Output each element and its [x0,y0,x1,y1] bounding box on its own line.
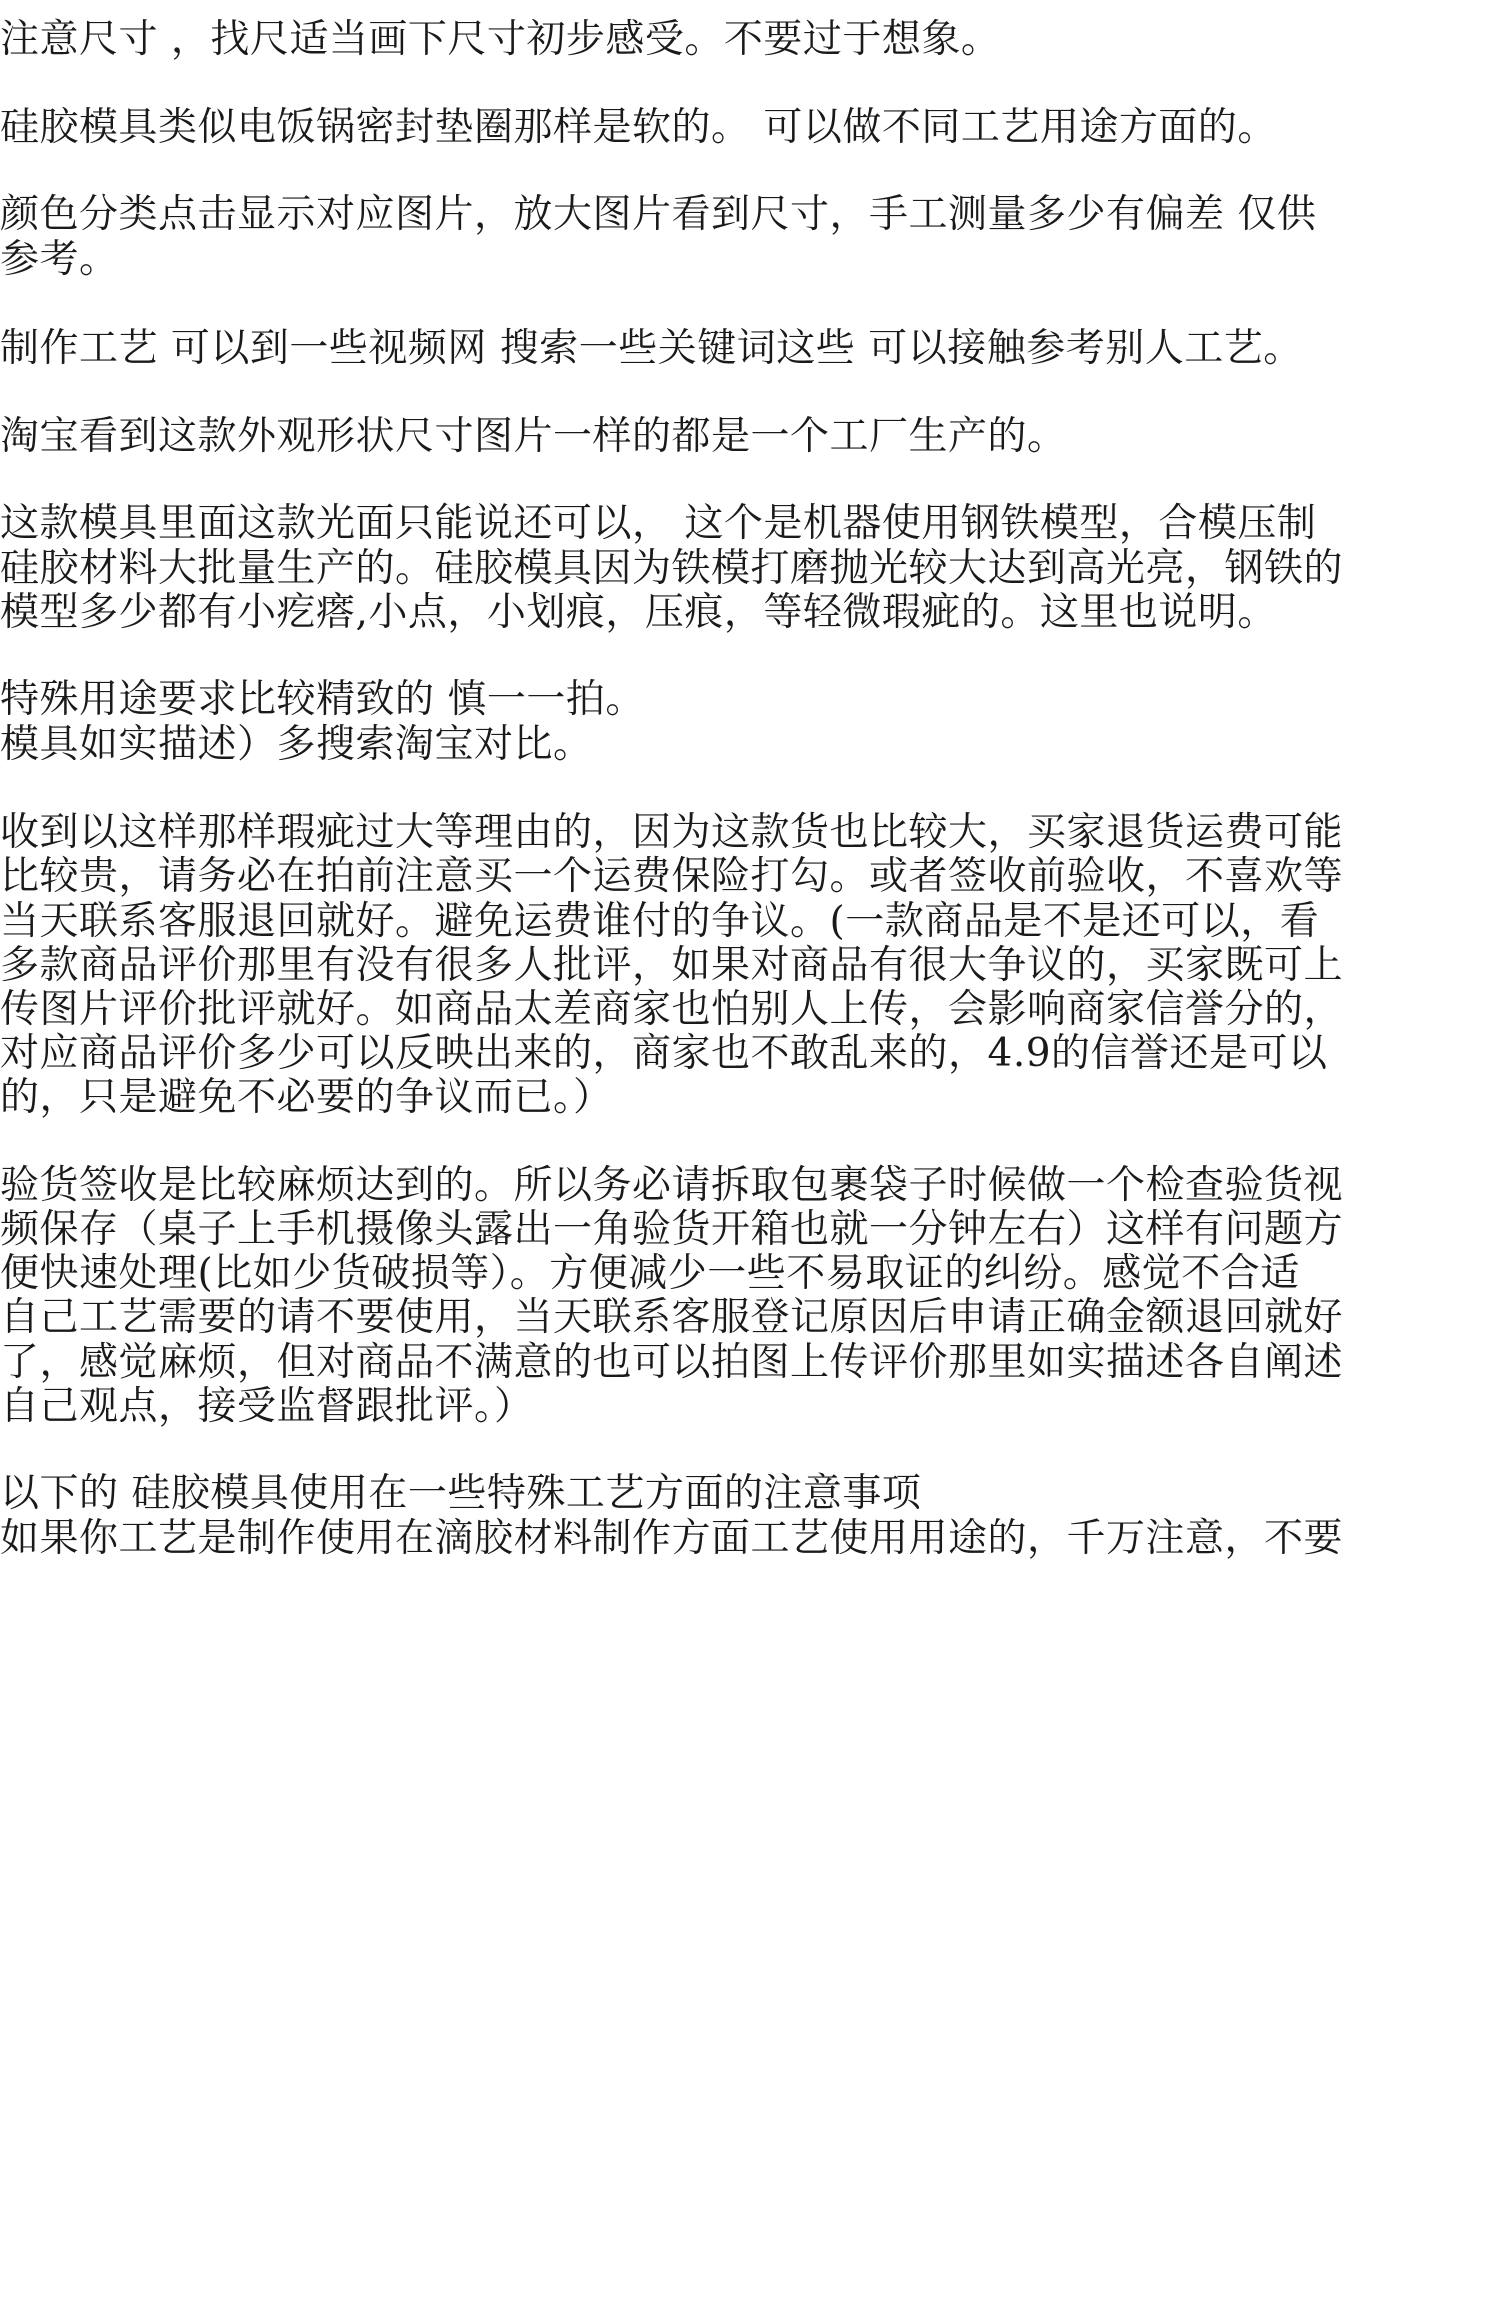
text-line: 自己工艺需要的请不要使用，当天联系客服登记原因后申请正确金额退回就好 [0,1295,1344,1340]
text-line: 模具如实描述）多搜索淘宝对比。 [0,722,593,767]
text-line: 多款商品评价那里有没有很多人批评，如果对商品有很大争议的，买家既可上 [0,943,1344,988]
text-line: 特殊用途要求比较精致的 慎一一拍。 [0,677,645,722]
text-line: 硅胶模具类似电饭锅密封垫圈那样是软的。 可以做不同工艺用途方面的。 [0,105,1277,150]
text-line: 自己观点，接受监督跟批评。） [0,1384,534,1429]
text-line: 模型多少都有小疙瘩,小点，小划痕，压痕，等轻微瑕疵的。这里也说明。 [0,590,1277,635]
text-line: 收到以这样那样瑕疵过大等理由的，因为这款货也比较大，买家退货运费可能 [0,810,1344,855]
text-line: 比较贵，请务必在拍前注意买一个运费保险打勾。或者签收前验收，不喜欢等 [0,854,1344,899]
text-line: 以下的 硅胶模具使用在一些特殊工艺方面的注意事项 [0,1471,922,1516]
text-line: 频保存（桌子上手机摄像头露出一角验货开箱也就一分钟左右）这样有问题方 [0,1207,1344,1252]
text-line: 参考。 [0,237,119,282]
text-line: 淘宝看到这款外观形状尺寸图片一样的都是一个工厂生产的。 [0,414,1067,459]
text-line: 验货签收是比较麻烦达到的。所以务必请拆取包裹袋子时候做一个检查验货视 [0,1163,1344,1208]
text-line: 颜色分类点击显示对应图片，放大图片看到尺寸，手工测量多少有偏差 仅供 [0,192,1317,237]
text-line: 传图片评价批评就好。如商品太差商家也怕别人上传，会影响商家信誉分的， [0,987,1344,1032]
text-line: 便快速处理(比如少货破损等）。方便减少一些不易取证的纠纷。感觉不合适 [0,1251,1300,1296]
text-line: 如果你工艺是制作使用在滴胶材料制作方面工艺使用用途的，千万注意，不要 [0,1516,1344,1561]
text-line: 当天联系客服退回就好。避免运费谁付的争议。(一款商品是不是还可以，看 [0,899,1320,944]
text-line: 对应商品评价多少可以反映出来的，商家也不敢乱来的，4.9的信誉还是可以 [0,1031,1328,1076]
text-line: 了，感觉麻烦，但对商品不满意的也可以拍图上传评价那里如实描述各自阐述 [0,1340,1344,1385]
text-line: 的，只是避免不必要的争议而已。） [0,1075,613,1120]
text-line: 注意尺寸 ，找尺适当画下尺寸初步感受。不要过于想象。 [0,17,1001,62]
text-line: 制作工艺 可以到一些视频网 搜索一些关键词这些 可以接触参考别人工艺。 [0,326,1303,371]
text-line: 硅胶材料大批量生产的。硅胶模具因为铁模打磨抛光较大达到高光亮，钢铁的 [0,546,1344,591]
text-line: 这款模具里面这款光面只能说还可以， 这个是机器使用钢铁模型，合模压制 [0,501,1317,546]
